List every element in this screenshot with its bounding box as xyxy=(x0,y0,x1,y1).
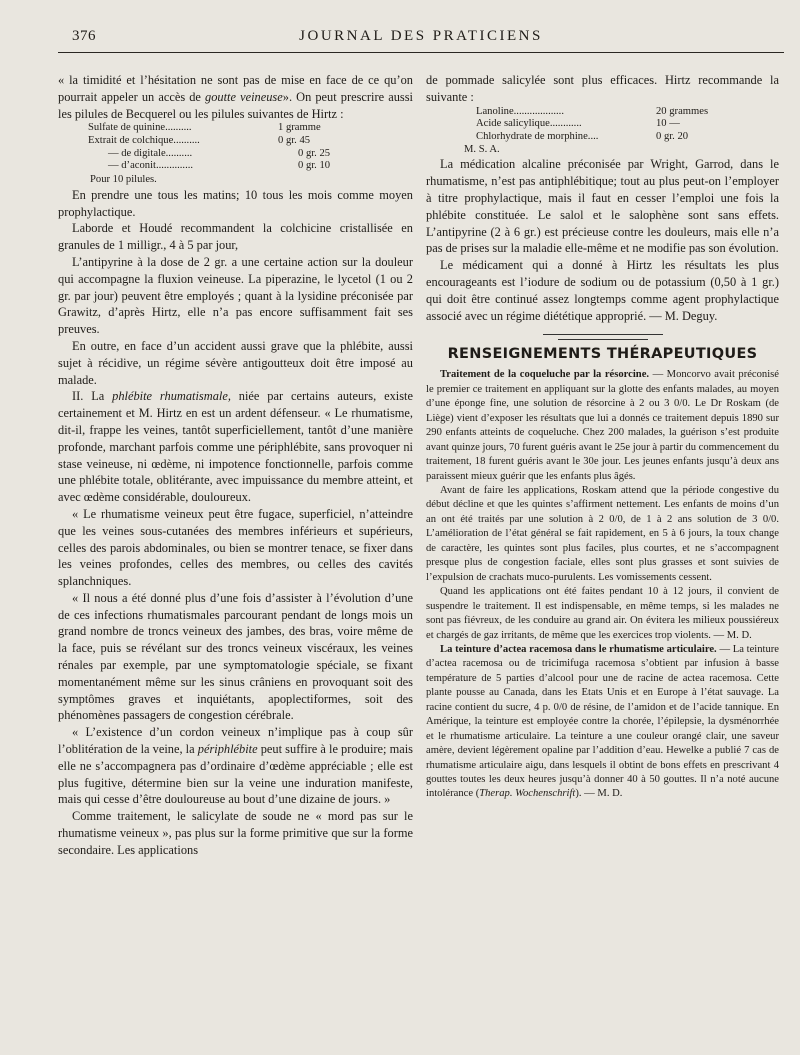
left-paragraph-6: II. La phlébite rhumatismale, niée par certains auteurs, existe certainement et M. Hirtz en est un ardent défenseur. « Le rhumatisme, dit-il, frappe les veines, tantôt superficiellement, tantôt d’une manière profonde, marchant parfois comme une périphlébite, sans provoquer ni stase veineuse, ni œdème, ni impotence fonctionnelle, parfois comme une phlébite totale, oblitérante, avec impuissance du membre atteint, et avec œdème considérable, douloureux. xyxy=(58,389,413,505)
left-paragraph-1: « la timidité et l’hésitation ne sont pas de mise en face de ce qu’on pourrait appeler un accès de goutte veineuse». On peut prescrire aussi les pilules de Becquerel ou les pilules suivantes de Hirtz : xyxy=(58,73,413,121)
prescription-line: Chlorhydrate de morphine.... 0 gr. 20 xyxy=(476,130,689,142)
page-header xyxy=(58,26,784,50)
wochenschrift-citation: Therap. Wochenschrift xyxy=(479,788,576,800)
prescription-line: — d’aconit.............. 0 gr. 10 xyxy=(108,160,331,172)
prescription-quantity: Pour 10 pilules. xyxy=(90,173,157,185)
right-paragraph-2: La médication alcaline préconisée par Wright, Garrod, dans le rhumatisme, n’est pas antiphlébitique; tout au plus peut-on l’employer à titre prophylactique, mais il faut en cesser l’emploi une fois la phlébite constituée. Le salol et le salophène sont sans effets. L’antipyrine (2 à 6 gr.) est précieuse contre les douleurs, mais elle n’a pas de prises sur la maladie elle-même et ne modifie pas son évolution. xyxy=(426,157,779,256)
left-paragraph-4: L’antipyrine à la dose de 2 gr. a une certaine action sur la douleur qui accompagne la fluxion veineuse. La piperazine, le lycetol (1 ou 2 gr. par jour) peuvent être employés ; quant à la lysidine préconisée par Grawitz, d’après Hirtz, elle n’a pas encore suffisamment fait ses preuves. xyxy=(58,254,413,337)
header-rule xyxy=(58,52,784,53)
prescription-line: — de digitale.......... 0 gr. 25 xyxy=(108,147,331,159)
coqueluche-article: Traitement de la coqueluche par la résorcine. — Moncorvo avait préconisé le premier ce traitement en appliquant sur la glotte des enfants malades, au moyen d’une éponge fine, une solution de résorcine à 2 ou 3 0/0. Le Dr Roskam (de Liège) vient d’exposer les résultats que lui a donnés ce traitement depuis 1890 sur 290 enfants atteints de coqueluche. Chez 200 malades, la guérison s’est produite avant quinze jours, 70 furent guéris avant le 25e jour à partir du commencement du traitement, 18 furent guéris avant le 30e jour. Les jeunes enfants jusqu’à deux ans paraissent mieux guérir que les enfants plus âgés. xyxy=(426,369,779,482)
left-paragraph-3: Laborde et Houdé recommandent la colchicine cristallisée en granules de 1 milligr., 4 à 5 par jour, xyxy=(58,221,413,253)
page-number: 376 xyxy=(72,28,96,44)
right-paragraph-1: de pommade salicylée sont plus efficaces. Hirtz recommande la suivante : xyxy=(426,73,779,104)
left-paragraph-9: « L’existence d’un cordon veineux n’implique pas à coup sûr l’oblitération de la veine, la périphlébite peut suffire à le produire; mais elle ne s’accompagnera pas d’ordinaire d’œdème appréciable ; elle est plus fugitive, détermine bien sur la veine une induration manifeste, mais qui cesse d’être douloureuse au bout d’une dizaine de jours. » xyxy=(58,725,413,807)
left-paragraph-5: En outre, en face d’un accident aussi grave que la phlébite, aussi sujet à récidive, un régime sévère antigoutteux doit être imposé au malade. xyxy=(58,338,413,387)
section-rule-top xyxy=(543,334,663,335)
section-rule-bottom xyxy=(558,339,648,340)
pill-prescription xyxy=(88,122,413,172)
coqueluche-paragraph-2: Avant de faire les applications, Roskam attend que la période congestive du début décline et que les quintes s’affirment nettement. Les enfants de moins d’un an ont été traités par une solution à 2 0/0, de 1 à 2 ans solution de 3 0/0. L’amélioration de l’état général se fait rapidement, en 5 à 6 jours, la toux change de caractère, les quintes sont plus faciles, plus courtes, et ne s’accompagnent presque plus de congestion faciale, elles sont plus grasses et sont suivies de l’expulsion de crachats muco-purulents. Les vomissements cessent. xyxy=(426,484,779,583)
section-heading xyxy=(426,334,779,362)
actea-headline: La teinture d’actea racemosa dans le rhumatisme articulaire. xyxy=(440,643,717,655)
prescription-signature: M. S. A. xyxy=(464,144,500,156)
coqueluche-paragraph-3: Quand les applications ont été faites pendant 10 à 12 jours, il convient de suspendre le traitement. Il est indispensable, en même temps, si les malades ne sont pas fiévreux, de les conduire au grand air. On évitera les milieux poussiéreux et chargés de gaz irritants, de même que les exercices trop violents. — M. D. xyxy=(426,586,779,641)
left-column xyxy=(58,72,413,859)
right-column xyxy=(426,72,779,802)
left-paragraph-2: En prendre une tous les matins; 10 tous les mois comme moyen prophylactique. xyxy=(58,187,413,219)
journal-title: JOURNAL DES PRATICIENS xyxy=(299,28,543,44)
actea-article: La teinture d’actea racemosa dans le rhumatisme articulaire. — La teinture d’actea racemosa ou de tricimifuga racemosa s’obtient par infusion à basse température de 5 parties d’alcool pour une de racine de actea racemosa. Cette plante pousse au Canada, dans les Etats Unis et en Europe à l’état sauvage. La racine contient du sucre, 4 p. 0/0 de résine, de l’amidon et de l’acide tannique. En Amérique, la teinture est employée contre la chorée, l’épilepsie, la dysménorrhée et le rhumatisme articulaire. La teinture a une couleur orangé clair, une saveur amère, devient légèrement opaline par l’addition d’eau. Hewelke a publié 7 cas de rhumatisme articulaire aigu, dans lesquels il obtint de bons effets en prescrivant 4 gouttes toutes les deux heures jusqu’à donner 40 à 50 gouttes. Il n’a noté aucune intolérance (Therap. Wochenschrift). — M. D. xyxy=(426,643,780,800)
left-paragraph-8: « Il nous a été donné plus d’une fois d’assister à l’évolution d’une de ces infections rhumatismales parcourant pendant de longs mois un grand nombre de troncs veineux des jambes, des bras, voire même de la face, puis se révélant sur des troncs veineux viscéraux, les veines rénales par exemple, par une symptomatologie spéciale, se fixant momentanément même sur les sinus crâniens en provoquant soit des symptômes graves et inquiétants, apoplectiformes, soit des phénomènes passagers de congestion cérébrale. xyxy=(58,590,413,723)
prescription-line: Sulfate de quinine.......... 1 gramme xyxy=(88,122,321,134)
prescription-line: Lanoline................... 20 grammes xyxy=(476,105,709,117)
right-paragraph-3: Le médicament qui a donné à Hirtz les résultats les plus encourageants est l’iodure de sodium ou de potassium (0,50 à 1 gr.) qui doit être continué assez longtemps comme agent prophylactique associé avec un régime diététique approprié. — M. Deguy. xyxy=(426,258,779,323)
left-paragraph-7: « Le rhumatisme veineux peut être fugace, superficiel, n’atteindre que les veines sous-cutanées des membres inférieurs et supérieurs, celles des parois abdominales, ou bien se montrer tenace, se fixer dans les veines profondes, celles des membres, ou celles des cavités splanchniques. xyxy=(58,506,413,589)
prescription-line: Acide salicylique............ 10 — xyxy=(476,118,680,130)
left-paragraph-10: Comme traitement, le salicylate de soude ne « mord pas sur le rhumatisme veineux », pas plus sur la forme primitive que sur la forme secondaire. Les applications xyxy=(58,809,413,857)
goutte-veineuse-term: goutte veineuse xyxy=(205,89,283,104)
prescription-line: Extrait de colchique.......... 0 gr. 45 xyxy=(88,134,311,146)
periphlebite-term: périphlébite xyxy=(197,742,258,757)
ointment-prescription xyxy=(476,106,779,144)
phlebite-term: phlébite rhumatismale, xyxy=(112,389,231,404)
section-title: RENSEIGNEMENTS THÉRAPEUTIQUES xyxy=(447,346,758,363)
coqueluche-headline: Traitement de la coqueluche par la résorcine. xyxy=(440,369,650,381)
